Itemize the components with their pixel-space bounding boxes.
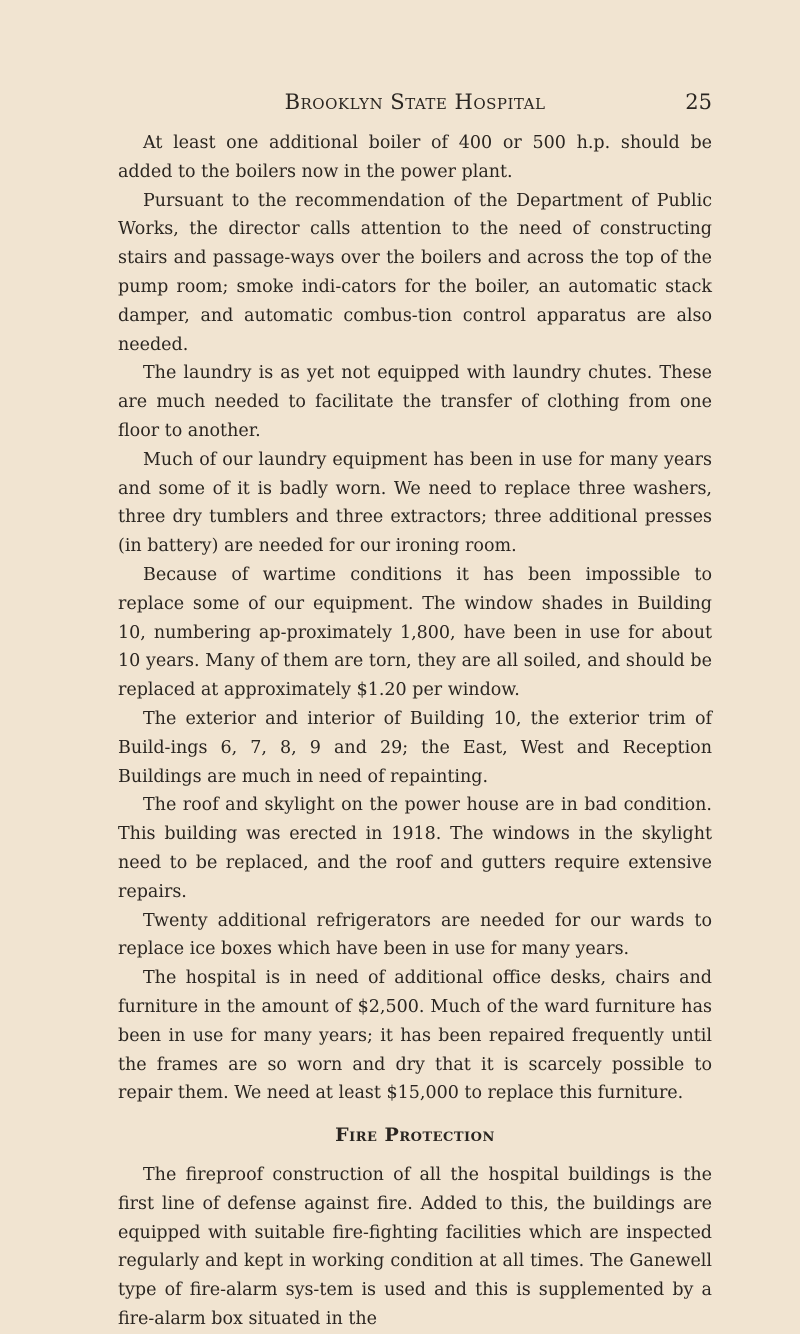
paragraph-public-works: Pursuant to the recommendation of the Department of Public Works, the director calls attention to the need of constructing stairs and passage-ways over the boilers and across the top of the pump room; smoke indi-cators for the boiler, an automatic stack damper, and automatic combus-tion control apparatus are also needed. [118, 190, 712, 355]
running-title: Brooklyn State Hospital [284, 90, 546, 114]
body-text [118, 129, 712, 1334]
paragraph-laundry-equipment: Much of our laundry equipment has been in use for many years and some of it is badly worn. We need to replace three washers, three dry tumblers and three extractors; three additional presses (in battery) are needed for our ironing room. [118, 449, 712, 557]
paragraph-window-shades: Because of wartime conditions it has been impossible to replace some of our equipment. The window shades in Building 10, numbering ap-proximately 1,800, have been in use for about 10 years. Many of them are torn, they are all soiled, and should be replaced at approximately $1.20 per window. [118, 564, 712, 701]
paragraph-repainting: The exterior and interior of Building 10, the exterior trim of Build-ings 6, 7, 8, 9 and 29; the East, West and Reception Buildings are much in need of repainting. [118, 708, 712, 787]
paragraph-refrigerators: Twenty additional refrigerators are needed for our wards to replace ice boxes which have been in use for many years. [118, 910, 712, 960]
running-head [118, 90, 712, 118]
page-number: 25 [685, 90, 712, 114]
paragraph-fireproof-construction: The fireproof construction of all the hospital buildings is the first line of defense against fire. Added to this, the buildings are equipped with suitable fire-fighting facilities which are inspected regularly and kept in working condition at all times. The Ganewell type of fire-alarm sys-tem is used and this is supplemented by a fire-alarm box situated in the [118, 1165, 712, 1330]
paragraph-boiler: At least one additional boiler of 400 or 500 h.p. should be added to the boilers now in the power plant. [118, 133, 712, 182]
paragraph-power-house-roof: The roof and skylight on the power house are in bad condition. This building was erected in 1918. The windows in the skylight need to be replaced, and the roof and gutters require extensive repairs. [118, 795, 712, 902]
section-heading-fire-protection: Fire Protection [335, 1124, 495, 1147]
paragraph-furniture: The hospital is in need of additional office desks, chairs and furniture in the amount of $2,500. Much of the ward furniture has been in use for many years; it has been repaired frequently until the frames are so worn and dry that it is scarcely possible to repair them. We need at least $15,000 to replace this furniture. [118, 968, 712, 1104]
paragraph-laundry-chutes: The laundry is as yet not equipped with laundry chutes. These are much needed to facilitate the transfer of clothing from one floor to another. [118, 363, 712, 441]
